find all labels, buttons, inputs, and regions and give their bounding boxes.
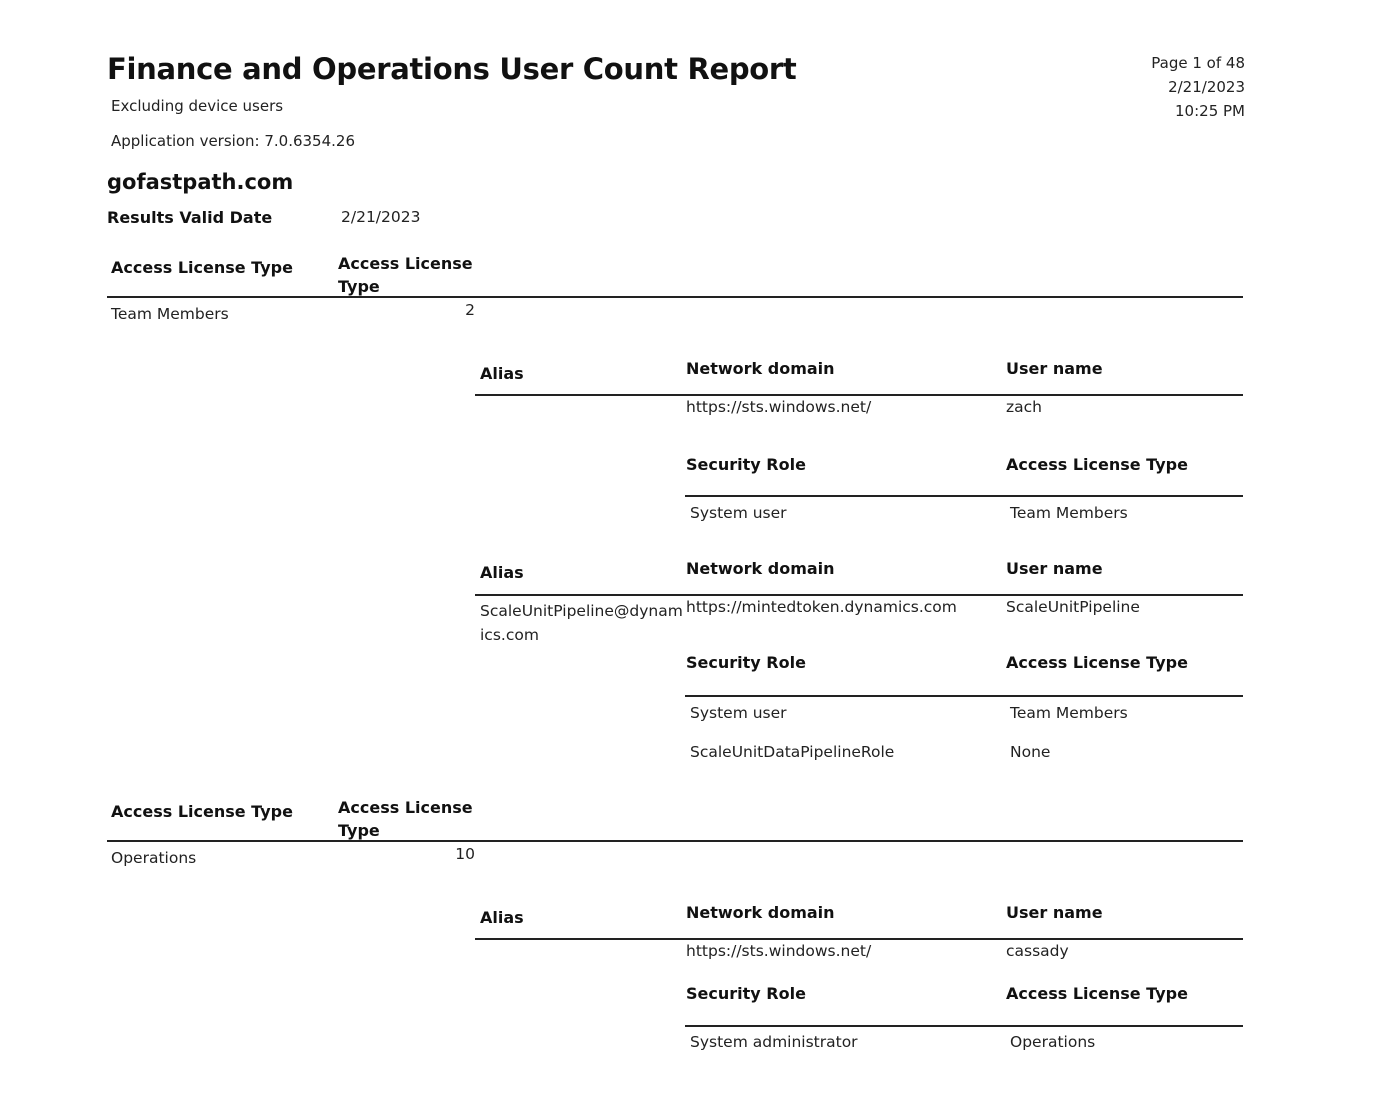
role-license-type-value: None xyxy=(1010,743,1051,761)
role-header-rule xyxy=(685,495,1243,497)
group-header-license-type: Access License Type xyxy=(111,258,293,277)
page-number: Page 1 of 48 xyxy=(1151,54,1245,72)
role-header-rule xyxy=(685,1025,1243,1027)
security-role-header: Security Role xyxy=(686,653,806,672)
security-role-value: ScaleUnitDataPipelineRole xyxy=(690,743,895,761)
group-header-count-line2: Type xyxy=(338,821,380,840)
network-domain-value: https://mintedtoken.dynamics.com xyxy=(686,598,957,616)
group-header-license-type: Access License Type xyxy=(111,802,293,821)
network-domain-value: https://sts.windows.net/ xyxy=(686,398,872,416)
network-domain-value: https://sts.windows.net/ xyxy=(686,942,872,960)
role-header-rule xyxy=(685,695,1243,697)
user-name-header: User name xyxy=(1006,559,1103,578)
group-user-count: 10 xyxy=(455,845,475,863)
role-license-type-value: Team Members xyxy=(1010,504,1128,522)
security-role-value: System administrator xyxy=(690,1033,858,1051)
user-name-value: ScaleUnitPipeline xyxy=(1006,598,1140,616)
role-license-type-value: Operations xyxy=(1010,1033,1096,1051)
app-version: Application version: 7.0.6354.26 xyxy=(111,132,355,150)
report-time: 10:25 PM xyxy=(1175,102,1245,120)
user-header-rule xyxy=(475,594,1243,596)
results-valid-label: Results Valid Date xyxy=(107,208,273,227)
security-role-header: Security Role xyxy=(686,455,806,474)
group-header-rule xyxy=(107,840,1243,842)
user-name-value: cassady xyxy=(1006,942,1069,960)
user-name-header: User name xyxy=(1006,359,1103,378)
alias-header: Alias xyxy=(480,364,524,383)
results-valid-value: 2/21/2023 xyxy=(341,208,421,226)
security-role-value: System user xyxy=(690,504,787,522)
report-subtitle: Excluding device users xyxy=(111,97,284,115)
user-header-rule xyxy=(475,938,1243,940)
user-header-rule xyxy=(475,394,1243,396)
alias-value-line2: ics.com xyxy=(480,626,539,644)
security-role-header: Security Role xyxy=(686,984,806,1003)
role-license-type-header: Access License Type xyxy=(1006,455,1188,474)
group-header-rule xyxy=(107,296,1243,298)
alias-header: Alias xyxy=(480,563,524,582)
role-license-type-value: Team Members xyxy=(1010,704,1128,722)
role-license-type-header: Access License Type xyxy=(1006,653,1188,672)
security-role-value: System user xyxy=(690,704,787,722)
group-user-count: 2 xyxy=(465,301,475,319)
alias-header: Alias xyxy=(480,908,524,927)
report-date: 2/21/2023 xyxy=(1168,78,1245,96)
alias-value-line1: ScaleUnitPipeline@dynam xyxy=(480,602,683,620)
report-title: Finance and Operations User Count Report xyxy=(107,52,797,86)
role-license-type-header: Access License Type xyxy=(1006,984,1188,1003)
group-header-count-line1: Access License xyxy=(338,254,473,273)
org-name: gofastpath.com xyxy=(107,170,294,194)
network-domain-header: Network domain xyxy=(686,359,835,378)
network-domain-header: Network domain xyxy=(686,903,835,922)
user-name-value: zach xyxy=(1006,398,1042,416)
group-license-type: Team Members xyxy=(111,305,229,323)
user-name-header: User name xyxy=(1006,903,1103,922)
group-license-type: Operations xyxy=(111,849,197,867)
network-domain-header: Network domain xyxy=(686,559,835,578)
group-header-count-line2: Type xyxy=(338,277,380,296)
group-header-count-line1: Access License xyxy=(338,798,473,817)
